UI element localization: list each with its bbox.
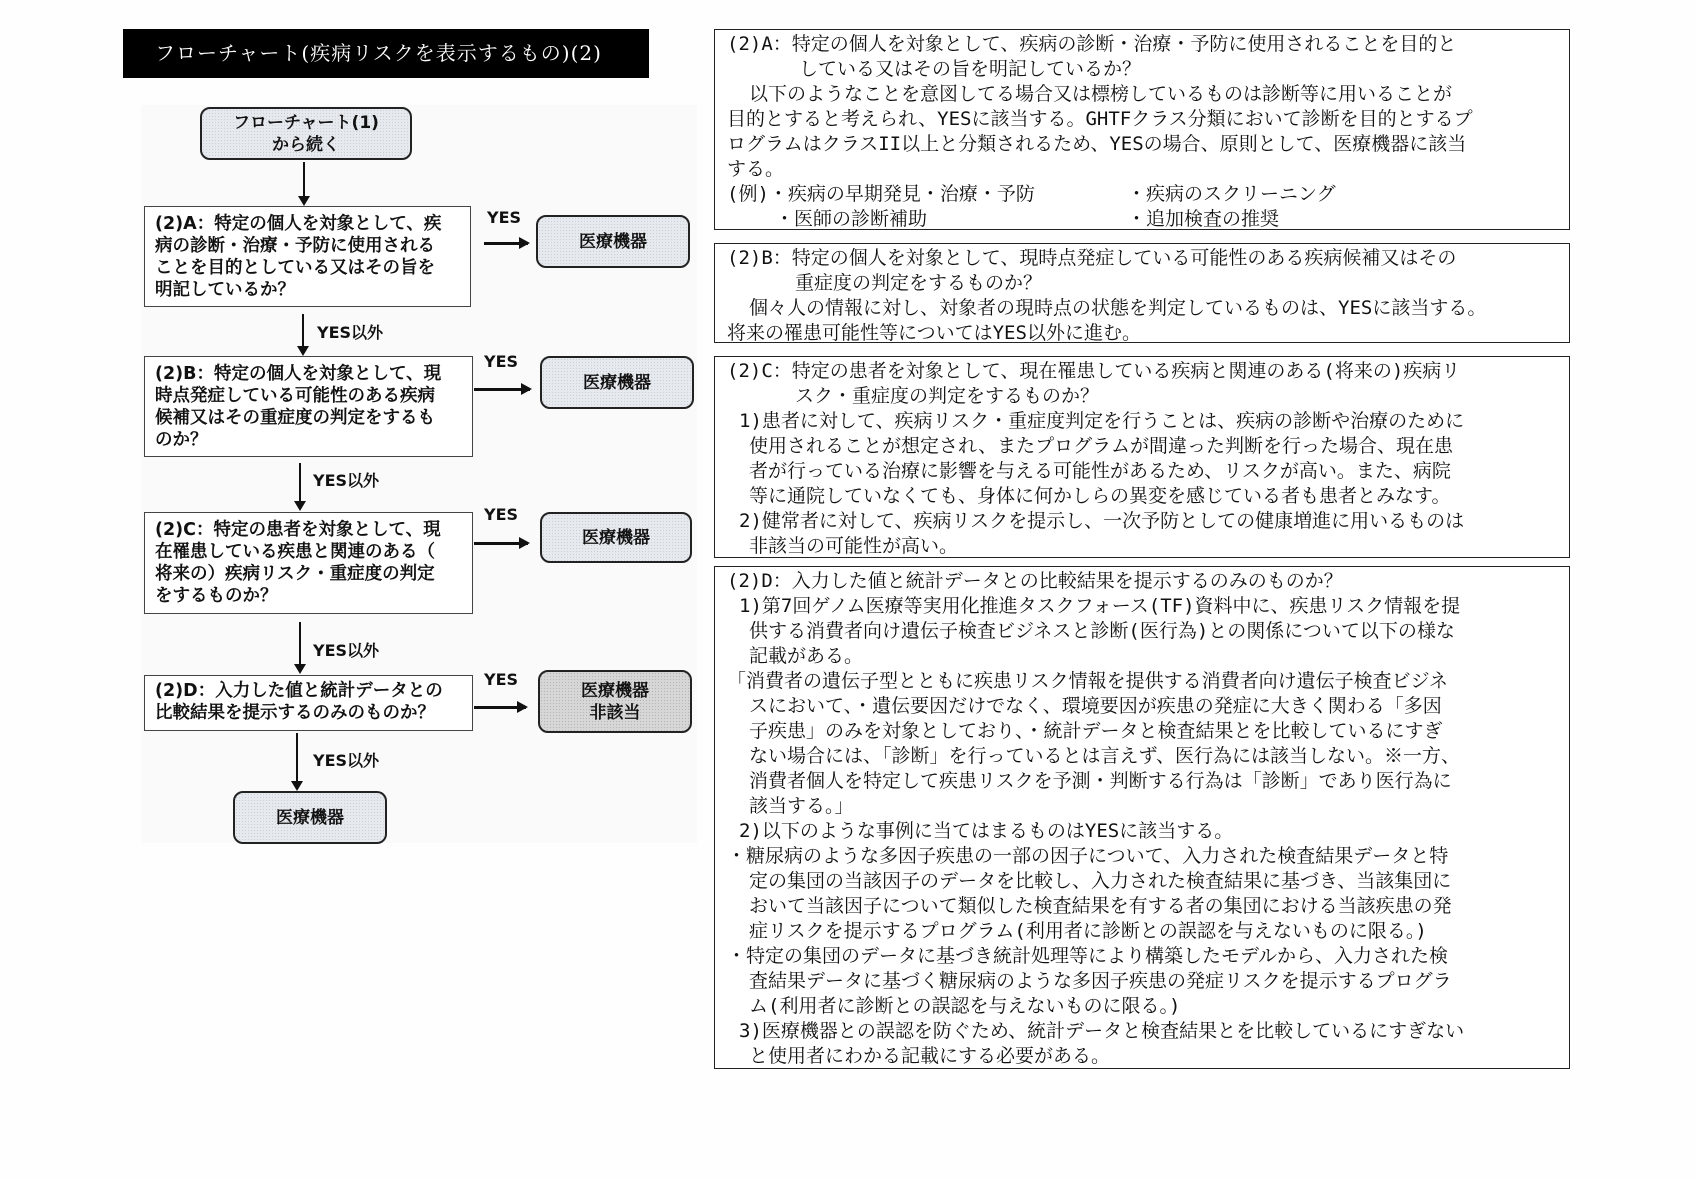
yes-label: YES: [484, 352, 519, 371]
question-line: をするものか？: [155, 586, 278, 606]
example-item: (例)・疾病の早期発見・治療・予防: [727, 183, 1035, 205]
explanation-line: 供する消費者向け遺伝子検査ビジネスと診断(医行為)との関係について以下の様な: [749, 620, 1455, 642]
question-c-box: [144, 512, 473, 614]
example-item: ・追加検査の推奨: [1127, 208, 1280, 230]
yes-label: YES: [487, 208, 522, 227]
explanation-line: 目的とすると考えられ、YESに該当する。GHTFクラス分類において診断を目的とするプ: [727, 108, 1473, 130]
explanation-line: 等に通院していなくても、身体に何かしらの異変を感じている者も患者とみなす。: [749, 485, 1451, 507]
arrow-down: [303, 162, 305, 204]
question-line: ことを目的としている又はその旨を: [155, 258, 435, 278]
explanation-d-box: [714, 566, 1570, 1069]
result-label: 医療機器: [276, 807, 344, 828]
explanation-line: ログラムはクラスII以上と分類されるため、YESの場合、原則として、医療機器に該当: [727, 133, 1467, 155]
explanation-line: 症リスクを提示するプログラム(利用者に診断との誤認を与えないものに限る。): [749, 920, 1427, 942]
arrow-right: [474, 706, 526, 709]
question-d-box: [144, 675, 473, 731]
result-medical-device: [540, 356, 694, 409]
start-label: フローチャート(1): [233, 112, 379, 133]
start-label: から続く: [272, 134, 340, 155]
example-item: ・医師の診断補助: [775, 208, 928, 230]
question-line: 候補又はその重症度の判定をするも: [155, 408, 435, 428]
result-medical-device: [540, 512, 692, 563]
explanation-line: 記載がある。: [749, 645, 864, 667]
arrow-down: [299, 622, 301, 672]
question-a-box: [144, 206, 471, 307]
explanation-line: スク・重症度の判定をするものか？: [795, 385, 1100, 407]
explanation-line: 該当する。」: [749, 795, 854, 817]
explanation-line: 定の集団の当該因子のデータを比較し、入力された検査結果に基づき、当該集団に: [749, 870, 1452, 892]
question-line: のか？: [155, 430, 208, 450]
explanation-line: ない場合には、「診断」を行っているとは言えず、医行為には該当しない。※一方、: [749, 745, 1460, 767]
explanation-a-box: [714, 29, 1570, 230]
question-line: (2)A：特定の個人を対象として、疾: [155, 214, 442, 234]
result-not-medical-device: [538, 670, 692, 733]
explanation-line: ・特定の集団のデータに基づき統計処理等により構築したモデルから、入力された検: [727, 945, 1449, 967]
arrow-right: [474, 542, 528, 545]
explanation-line: する。: [727, 158, 785, 180]
result-label: 非該当: [589, 702, 641, 723]
explanation-line: 査結果データに基づく糖尿病のような多因子疾患の発症リスクを提示するプログラ: [749, 970, 1452, 992]
explanation-line: (2)A：特定の個人を対象として、疾病の診断・治療・予防に使用されることを目的と: [727, 33, 1457, 55]
question-line: 在罹患している疾患と関連のある（: [155, 542, 435, 562]
arrow-down: [299, 463, 301, 509]
explanation-line: 1)患者に対して、疾病リスク・重症度判定を行うことは、疾病の診断や治療のために: [739, 410, 1465, 432]
yes-label: YES: [484, 505, 519, 524]
explanation-line: 1)第7回ゲノム医療等実用化推進タスクフォース(TF)資料中に、疾患リスク情報を提: [739, 595, 1461, 617]
explanation-line: 者が行っている治療に影響を与える可能性があるため、リスクが高い。また、病院: [749, 460, 1451, 482]
examples-row: [727, 182, 1559, 207]
explanation-b-box: [714, 243, 1570, 343]
result-medical-device: [536, 215, 690, 268]
explanation-line: (2)D：入力した値と統計データとの比較結果を提示するのみのものか？: [727, 570, 1343, 592]
question-line: 将来の）疾病リスク・重症度の判定: [155, 564, 435, 584]
explanation-line: ・糖尿病のような多因子疾患の一部の因子について、入力された検査結果データと特: [727, 845, 1449, 867]
explanation-line: ム(利用者に診断との誤認を与えないものに限る。): [749, 995, 1181, 1017]
not-yes-label: YES以外: [313, 471, 380, 490]
explanation-line: している又はその旨を明記しているか？: [799, 58, 1142, 80]
question-line: 病の診断・治療・予防に使用される: [155, 236, 435, 256]
explanation-line: 消費者個人を特定して疾患リスクを予測・判断する行為は「診断」であり医行為に: [749, 770, 1452, 792]
explanation-line: と使用者にわかる記載にする必要がある。: [749, 1045, 1111, 1067]
arrow-down: [296, 733, 298, 789]
result-label: 医療機器: [579, 231, 647, 252]
explanation-line: 以下のようなことを意図してる場合又は標榜しているものは診断等に用いることが: [749, 83, 1453, 105]
explanation-line: (2)B：特定の個人を対象として、現時点発症している可能性のある疾病候補又はその: [727, 247, 1457, 269]
explanation-line: 「消費者の遺伝子型とともに疾患リスク情報を提供する消費者向け遺伝子検査ビジネ: [727, 670, 1449, 692]
explanation-line: 2)以下のような事例に当てはまるものはYESに該当する。: [739, 820, 1234, 842]
explanation-line: 3)医療機器との誤認を防ぐため、統計データと検査結果とを比較しているにすぎない: [739, 1020, 1465, 1042]
result-medical-device: [233, 791, 387, 844]
arrow-right: [484, 242, 528, 245]
examples-row: [727, 207, 1559, 232]
explanation-line: 使用されることが想定され、またプログラムが間違った判断を行った場合、現在患: [749, 435, 1453, 457]
question-line: 明記しているか？: [155, 280, 295, 300]
yes-label: YES: [484, 670, 519, 689]
example-item: ・疾病のスクリーニング: [1127, 183, 1336, 205]
explanation-line: 個々人の情報に対し、対象者の現時点の状態を判定しているものは、YESに該当する。: [749, 297, 1487, 319]
question-line: 時点発症している可能性のある疾病: [155, 386, 435, 406]
result-label: 医療機器: [581, 680, 649, 701]
flowchart-start-box: [200, 107, 412, 160]
explanation-c-box: [714, 356, 1570, 558]
result-label: 医療機器: [583, 372, 651, 393]
explanation-line: スにおいて、・遺伝要因だけでなく、環境要因が疾患の発症に大きく関わる「多因: [749, 695, 1442, 717]
explanation-line: 将来の罹患可能性等についてはYES以外に進む。: [727, 322, 1141, 344]
question-line: (2)C：特定の患者を対象として、現: [155, 520, 441, 540]
result-label: 医療機器: [582, 527, 650, 548]
question-b-box: [144, 356, 473, 457]
arrow-right: [474, 388, 530, 391]
page-title: フローチャート(疾病リスクを表示するもの)(2): [123, 29, 649, 78]
question-line: (2)B：特定の個人を対象として、現: [155, 364, 442, 384]
explanation-line: 重症度の判定をするものか？: [795, 272, 1043, 294]
not-yes-label: YES以外: [313, 751, 380, 770]
explanation-line: 子疾患」のみを対象としており、・統計データと検査結果とを比較しているにすぎ: [749, 720, 1443, 742]
question-line: 比較結果を提示するのみのものか？: [155, 703, 435, 723]
explanation-line: おいて当該因子について類似した検査結果を有する者の集団における当該疾患の発: [749, 895, 1452, 917]
not-yes-label: YES以外: [313, 641, 380, 660]
not-yes-label: YES以外: [317, 323, 384, 342]
explanation-line: 2)健常者に対して、疾病リスクを提示し、一次予防としての健康増進に用いるものは: [739, 510, 1465, 532]
arrow-down: [302, 314, 304, 354]
explanation-line: (2)C：特定の患者を対象として、現在罹患している疾病と関連のある(将来の)疾病リ: [727, 360, 1461, 382]
explanation-line: 非該当の可能性が高い。: [749, 535, 959, 557]
question-line: (2)D：入力した値と統計データとの: [155, 681, 443, 701]
